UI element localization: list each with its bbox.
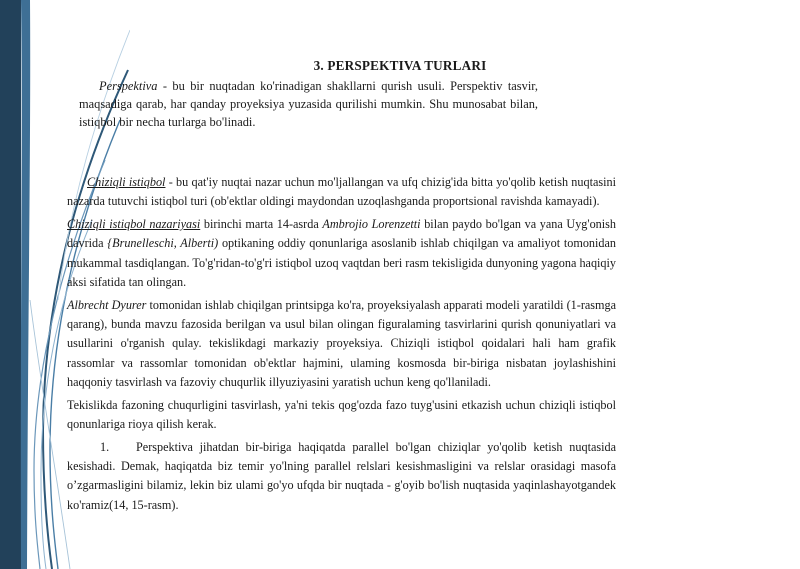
intro-term: Perspektiva — [99, 79, 158, 93]
paragraph-text: optikaning oddiy qonunlariga asoslanib ishlab chiqilgan va amaliyot tomonidan mukammal tasdiqlangan. To'g'ridan-to'g'ri istiqbol uzoq vaqtdan beri rasm tekisligida dunyoning yagona haqiqiy aksi sifatida tan olingan. — [67, 236, 616, 289]
paragraph-text: Perspektiva jihatdan bir-biriga haqiqatda parallel bo'lgan chiziqlar yo'qolib ketish nuqtasida kesishadi. Demak, haqiqatda biz temir yo'lning parallel relslari kesishmasligini va relslar orasidagi masofa o’zgarmasligini bilamiz, lekin biz ulami go'yo ufqda bir nuqtada - g'oyib bo'lish nuqtasida yaqinlashayotgandek ko'ramiz(14, 15-rasm). — [67, 439, 616, 512]
intro-text: - bu bir nuqtadan ko'rinadigan shakllarni qurish usuli. Perspektiv tasvir, maqsadiga qarab, har qanday proyeksiya yuzasida qurilishi mumkin. Shu munosabat bilan, istiqbol bir necha turlarga bo'linadi. — [79, 79, 538, 129]
term-linear-perspective: Chiziqli istiqbol — [87, 175, 166, 189]
paragraph-text: tomonidan ishlab chiqilgan printsipga ko'ra, proyeksiyalash apparati modeli yaratildi (1-rasmga qarang), bunda mavzu fazosida berilgan va usul bilan olingan figuralaming tasvirlarini qurish qonuniyatlari va usullarini o'rganish qulay. tekislikdagi markaziy proyeksiya. Chiziqli istiqbol qoidalari hali ham grafik rassomlar va rassomlar tomonidan ob'ektlar hajmini, ulaming kosmosda bir-biriga nisbatan joylashishini haqqoniy tasvirlash va fazoviy chuqurlik illyuziyasini yaratish uchun keng qo'llaniladi. — [67, 297, 617, 389]
name-brunelleschi-alberti: {Brunelleschi, Alberti) — [107, 236, 219, 251]
paragraph-text: - bu qat'iy nuqtai nazar uchun mo'ljallangan va ufq chizig'ida bitta yo'qolib ketish nuqtasini nazarda tutuvchi istiqbol turi (ob'ektlar oldingi maydondan uzoqlashganda proportsional ravishda kamayadi). — [67, 175, 616, 209]
paragraph-durer — [67, 296, 616, 392]
paragraph-text: Tekislikda fazoning chuqurligini tasvirlash, ya'ni tekis qog'ozda fazo tuyg'usini etkazish uchun chiziqli istiqbol qonunlariga rioya qilish kerak. — [67, 397, 616, 432]
item-number: 1. — [100, 439, 110, 454]
paragraph-linear-perspective — [67, 173, 616, 212]
paragraph-text: bilan paydo bo'lgan va yana Uyg'onish davrida — [67, 217, 616, 251]
sidebar-accent-stripe — [21, 0, 30, 569]
paragraph-linear-perspective-theory — [67, 215, 616, 292]
intro-paragraph — [79, 77, 538, 131]
name-lorenzetti: Ambrojio Lorenzetti — [322, 217, 421, 232]
body-text — [67, 173, 616, 519]
paragraph-text: birinchi marta 14-asrda — [200, 217, 323, 232]
section-title: 3. PERSPEKTIVA TURLARI — [313, 58, 487, 73]
term-linear-perspective-theory: Chiziqli istiqbol nazariyasi — [67, 217, 201, 232]
paragraph-depth — [67, 396, 616, 435]
numbered-item-1 — [67, 438, 616, 515]
left-sidebar-band — [0, 0, 21, 569]
name-durer: Albrecht Dyurer — [67, 297, 147, 312]
